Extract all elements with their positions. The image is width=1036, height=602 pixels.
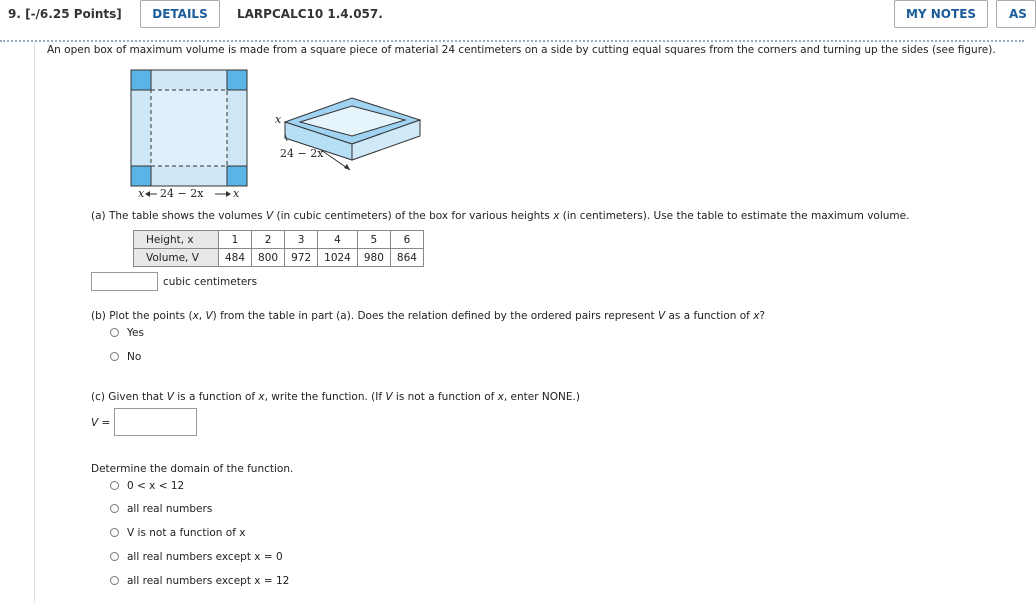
volume-table [133,230,424,267]
part-a-prompt: (a) The table shows the volumes V (in cubic centimeters) of the box for various heights x (in centimeters). Use the table to estimate the maximum volume. [91,210,910,222]
volume-cell: 864 [390,249,423,267]
yes-radio[interactable] [110,328,119,337]
volume-row-label: Volume, V [134,249,219,267]
yes-label: Yes [127,327,144,339]
height-cell: 3 [285,231,318,249]
volume-row [134,249,424,267]
figure-bottom-x1: x [138,187,145,200]
unit-label: cubic centimeters [163,276,258,288]
domain-option-5: all real numbers except x = 12 [127,575,290,587]
no-label: No [127,351,142,363]
no-radio[interactable] [110,352,119,361]
volume-cell: 980 [357,249,390,267]
domain-option-1: 0 < x < 12 [127,480,185,492]
part-b-prompt: (b) Plot the points (x, V) from the table in part (a). Does the relation defined by the ordered pairs represent V as a function of x? [91,310,765,322]
height-cell: 5 [357,231,390,249]
height-cell: 2 [252,231,285,249]
volume-cell: 800 [252,249,285,267]
figure-bottom-x2: x [233,187,240,200]
v-equals-label: V = [91,417,111,429]
domain-radio-2[interactable] [110,504,119,513]
height-row [134,231,424,249]
intro-text: An open box of maximum volume is made from a square piece of material 24 centimeters on a side by cutting equal squares from the corners and turning up the sides (see figure). [47,44,996,56]
domain-option-2: all real numbers [127,503,213,515]
figure-side-label: 24 − 2x [280,147,324,160]
part-c-prompt: (c) Given that V is a function of x, write the function. (If V is not a function of x, enter NONE.) [91,391,580,403]
volume-cell: 484 [219,249,252,267]
details-button[interactable]: DETAILS [140,0,220,28]
domain-radio-3[interactable] [110,528,119,537]
height-cell: 1 [219,231,252,249]
problem-code: LARPCALC10 1.4.057. [237,7,383,21]
header-divider [0,40,1024,42]
figure-bottom-mid: 24 − 2x [160,187,204,200]
domain-radio-1[interactable] [110,481,119,490]
domain-radio-5[interactable] [110,576,119,585]
volume-cell: 1024 [318,249,358,267]
domain-option-3: V is not a function of x [127,527,246,539]
max-volume-input[interactable] [91,272,158,291]
left-border [34,42,35,602]
function-input[interactable] [114,408,197,436]
domain-option-4: all real numbers except x = 0 [127,551,283,563]
height-cell: 4 [318,231,358,249]
volume-cell: 972 [285,249,318,267]
box-figure [125,62,425,204]
ask-button[interactable]: AS [996,0,1036,28]
height-cell: 6 [390,231,423,249]
domain-prompt: Determine the domain of the function. [91,463,294,475]
height-row-label: Height, x [134,231,219,249]
figure-x-label: x [275,113,282,126]
my-notes-button[interactable]: MY NOTES [894,0,988,28]
question-number: 9. [-/6.25 Points] [8,7,122,21]
domain-radio-4[interactable] [110,552,119,561]
